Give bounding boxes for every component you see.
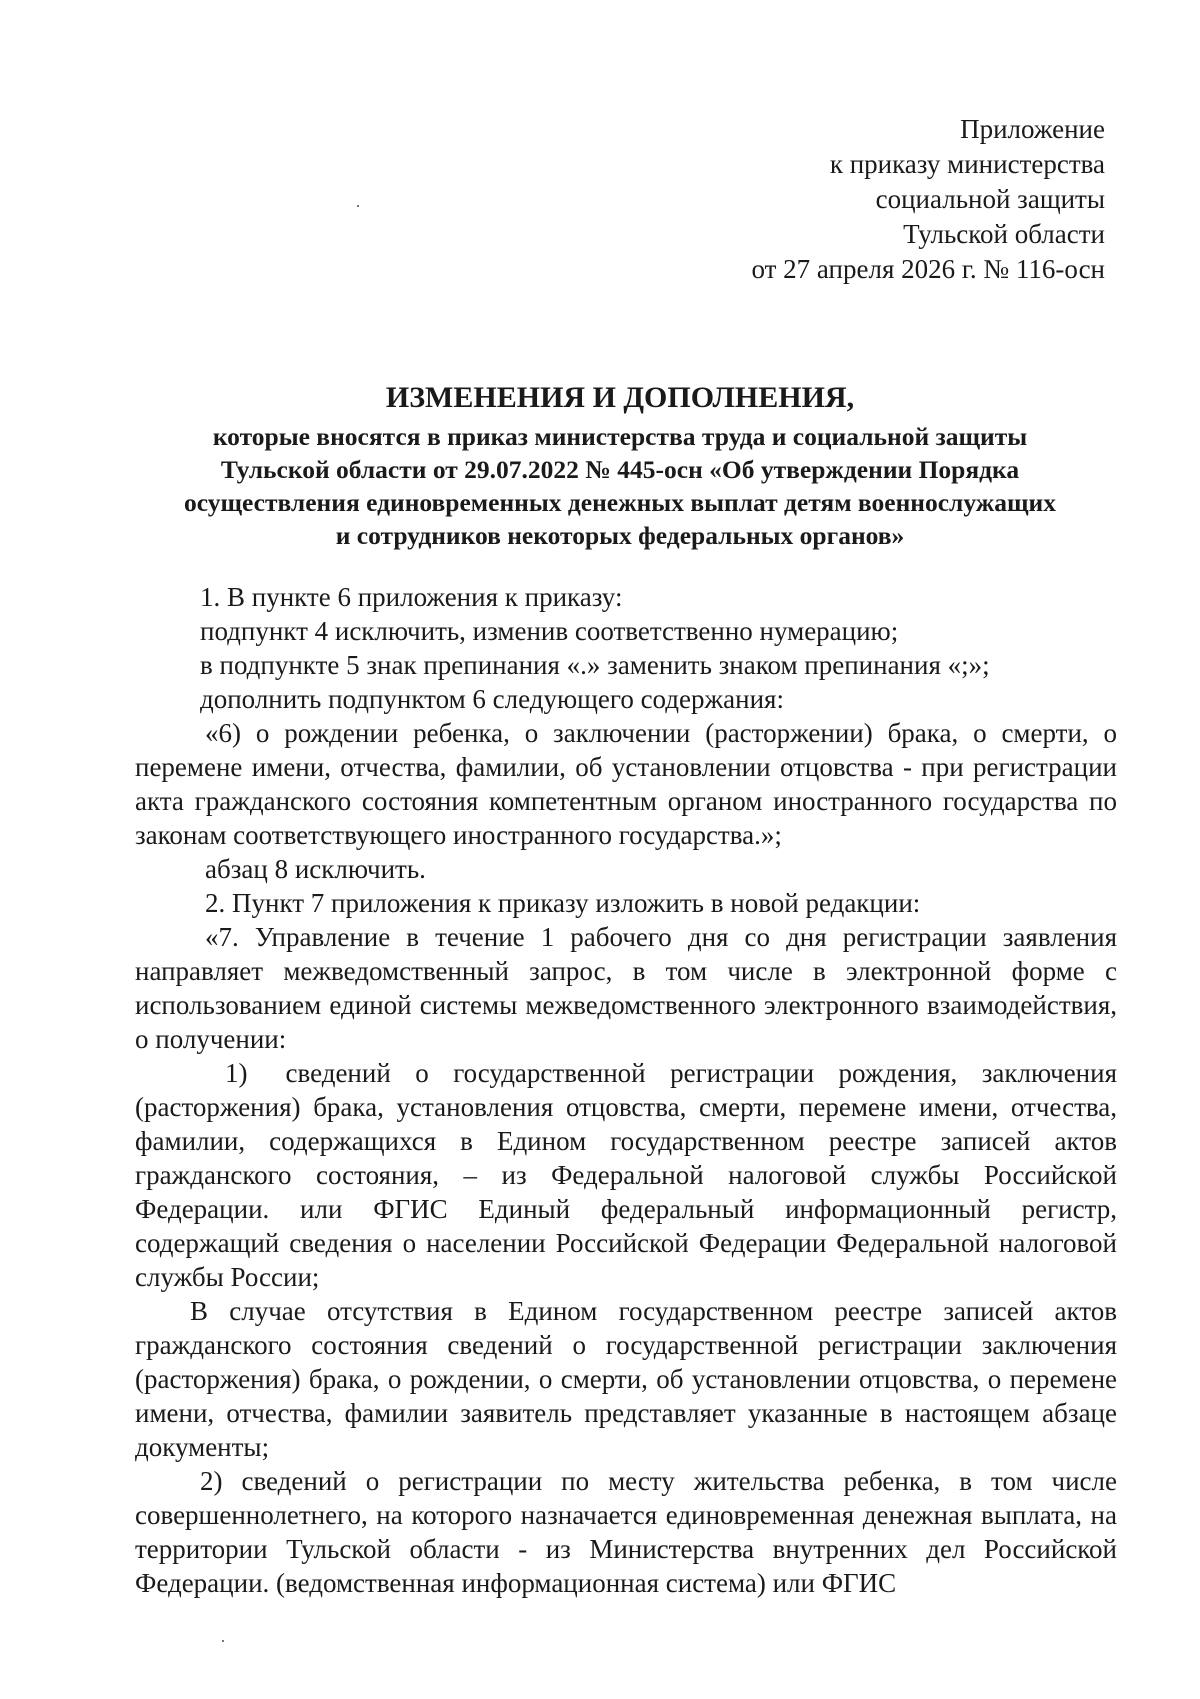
item-text: сведений о государственной регистрации рождения, заключения (расторжения) брака, установления отцовства, смерти, перемене имени, отчества, фамилии, содержащихся в Едином государственном реестре записей актов гражданского состояния, – из Федеральной налоговой службы Российской Федерации. или ФГИС Единый федеральный информационный регистр, содержащий сведения о населении Российской Федерации Федеральной налоговой службы России;	[135, 1058, 1117, 1292]
appendix-line: социальной защиты	[875, 184, 1105, 214]
title-main: ИЗМЕНЕНИЯ И ДОПОЛНЕНИЯ,	[385, 381, 855, 414]
appendix-line: от 27 апреля 2026 г. № 116-осн	[751, 254, 1105, 284]
title-line: и сотрудников некоторых федеральных органов»	[335, 521, 905, 550]
appendix-line: Тульской области	[903, 219, 1105, 249]
appendix-line: Приложение	[960, 114, 1105, 144]
paragraph: 2. Пункт 7 приложения к приказу изложить в новой редакции:	[205, 888, 921, 918]
scan-speck	[222, 1640, 224, 1642]
document-title	[120, 380, 1120, 552]
paragraph: абзац 8 исключить.	[205, 854, 426, 884]
document-body	[135, 580, 1117, 1600]
title-line: осуществления единовременных денежных выплат детям военнослужащих	[184, 488, 1056, 517]
item-number: 1)	[225, 1058, 248, 1088]
paragraph: 2) сведений о регистрации по месту жительства ребенка, в том числе совершеннолетнего, на которого назначается единовременная денежная выплата, на территории Тульской области - из Министерства внутренних дел Российской Федерации. (ведомственная информационная система) или ФГИС	[135, 1466, 1117, 1598]
scan-speck	[357, 205, 359, 207]
appendix-line: к приказу министерства	[829, 149, 1105, 179]
paragraph: дополнить подпунктом 6 следующего содержания:	[200, 684, 784, 714]
paragraph: подпункт 4 исключить, изменив соответственно нумерацию;	[200, 616, 899, 646]
paragraph: в подпункте 5 знак препинания «.» заменить знаком препинания «;»;	[200, 650, 990, 680]
title-line: которые вносятся в приказ министерства труда и социальной защиты	[212, 422, 1028, 451]
paragraph: «6) о рождении ребенка, о заключении (расторжении) брака, о смерти, о перемене имени, отчества, фамилии, об установлении отцовства - при регистрации акта гражданского состояния компетентным органом иностранного государства по законам соответствующего иностранного государства.»;	[135, 718, 1117, 850]
paragraph: В случае отсутствия в Едином государственном реестре записей актов гражданского состояния сведений о государственной регистрации заключения (расторжения) брака, о рождении, о смерти, об установлении отцовства, о перемене имени, отчества, фамилии заявитель представляет указанные в настоящем абзаце документы;	[135, 1296, 1117, 1462]
paragraph: 1. В пункте 6 приложения к приказу:	[200, 582, 623, 612]
paragraph: «7. Управление в течение 1 рабочего дня со дня регистрации заявления направляет межведомственный запрос, в том числе в электронной форме с использованием единой системы межведомственного электронного взаимодействия, о получении:	[135, 922, 1117, 1054]
paragraph	[135, 1056, 1117, 1294]
title-line: Тульской области от 29.07.2022 № 445-осн «Об утверждении Порядка	[220, 455, 1020, 484]
appendix-header	[751, 112, 1105, 287]
